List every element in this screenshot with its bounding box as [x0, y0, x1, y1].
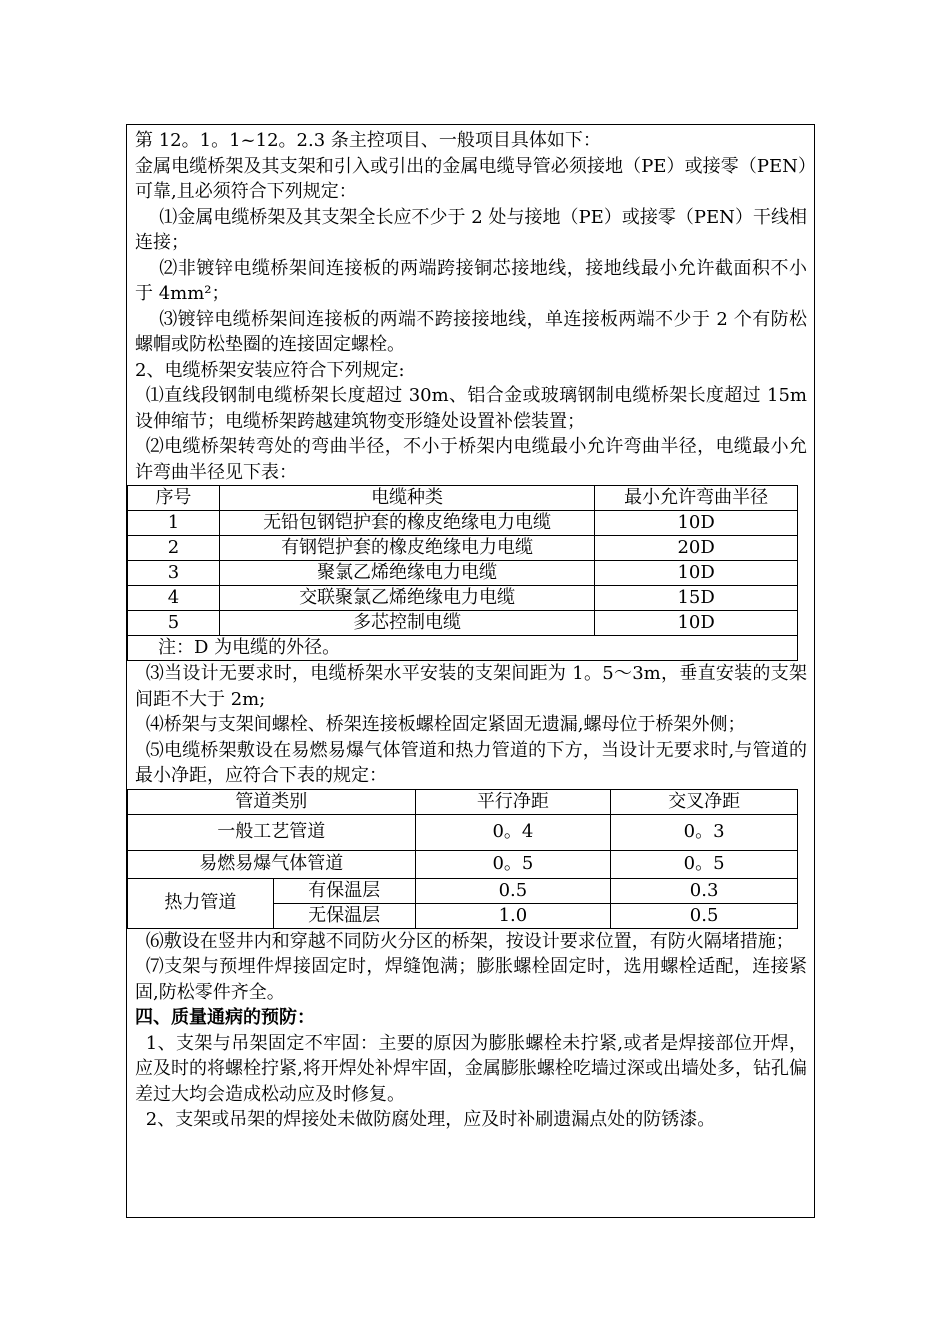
- paragraph-intro: 第 12。1。1~12。2.3 条主控项目、一般项目具体如下：: [135, 130, 601, 151]
- paragraph-fire-barrier: ⑹敷设在竖井内和穿越不同防火分区的桥架，按设计要求位置，有防火隔堵措施；: [145, 930, 794, 952]
- table-row: [128, 586, 798, 611]
- table-row: [128, 850, 798, 878]
- table-cell: 5: [128, 611, 220, 636]
- document-content: [135, 128, 807, 1133]
- table-cell: 4: [128, 586, 220, 611]
- header-cell: 交叉净距: [611, 789, 798, 814]
- table-cell: 1: [128, 511, 220, 536]
- table-cell: 0.5: [611, 903, 798, 928]
- table-row: [128, 814, 798, 850]
- table-cell: 3: [128, 561, 220, 586]
- table-cell: 无铅包钢铠护套的橡皮绝缘电力电缆: [219, 511, 594, 536]
- table-cell: 多芯控制电缆: [219, 611, 594, 636]
- paragraph-welding: ⑺支架与预埋件焊接固定时，焊缝饱满；膨胀螺栓固定时，选用螺栓适配，连接紧固,防松零件齐全。: [135, 956, 807, 1003]
- document-frame: [126, 124, 815, 1218]
- paragraph-item-3: ⑶镀锌电缆桥架间连接板的两端不跨接接地线，单连接板两端不少于 2 个有防松螺帽或防松垫圈的连接固定螺栓。: [135, 308, 807, 355]
- table-row: [128, 511, 798, 536]
- paragraph-item-1: ⑴金属电缆桥架及其支架全长应不少于 2 处与接地（PE）或接零（PEN）干线相连接；: [135, 206, 807, 253]
- table-row: [128, 878, 798, 903]
- table-cell: 无保温层: [273, 903, 415, 928]
- table-cell: 聚氯乙烯绝缘电力电缆: [219, 561, 594, 586]
- table-cell: 0.3: [611, 878, 798, 903]
- header-cell: 电缆种类: [219, 486, 594, 511]
- header-cell: 平行净距: [415, 789, 611, 814]
- table-cell: 一般工艺管道: [128, 814, 416, 850]
- table-cell: 有钢铠护套的橡皮绝缘电力电缆: [219, 536, 594, 561]
- table-note-row: [128, 636, 798, 661]
- table-cell: 0。4: [415, 814, 611, 850]
- table-cell: 0。3: [611, 814, 798, 850]
- header-cell: 最小允许弯曲半径: [595, 486, 798, 511]
- table-cell: 0。5: [611, 850, 798, 878]
- paragraph-bend-radius: ⑵电缆桥架转弯处的弯曲半径，不小于桥架内电缆最小允许弯曲半径，电缆最小允许弯曲半径见下表：: [135, 436, 807, 483]
- table-cell: 易燃易爆气体管道: [128, 850, 416, 878]
- section-heading-quality: 四、质量通病的预防：: [135, 1007, 315, 1028]
- paragraph-grounding-rule: 金属电缆桥架及其支架和引入或引出的金属电缆导管必须接地（PE）或接零（PEN）可靠,且必须符合下列规定：: [135, 155, 807, 202]
- table-cell: 20D: [595, 536, 798, 561]
- paragraph-clearance: ⑸电缆桥架敷设在易燃易爆气体管道和热力管道的下方，当设计无要求时,与管道的最小净距，应符合下表的规定：: [135, 739, 807, 786]
- clearance-table: [127, 789, 798, 929]
- paragraph-item-2: ⑵非镀锌电缆桥架间连接板的两端跨接铜芯接地线，接地线最小允许截面积不小于 4mm²；: [135, 257, 807, 304]
- table-cell: 2: [128, 536, 220, 561]
- paragraph-expansion-joint: ⑴直线段钢制电缆桥架长度超过 30m、铝合金或玻璃钢制电缆桥架长度超过 15m 设伸缩节；电缆桥架跨越建筑物变形缝处设置补偿装置；: [135, 385, 807, 432]
- table-cell: 0.5: [415, 878, 611, 903]
- bend-radius-table: [127, 485, 798, 661]
- header-cell: 管道类别: [128, 789, 416, 814]
- paragraph-prevention-2: 2、支架或吊架的焊接处未做防腐处理，应及时补刷遗漏点处的防锈漆。: [145, 1109, 716, 1130]
- table-cell: 0。5: [415, 850, 611, 878]
- table-header-row: [128, 486, 798, 511]
- table-cell: 10D: [595, 511, 798, 536]
- header-cell: 序号: [128, 486, 220, 511]
- table-row: [128, 536, 798, 561]
- table-cell: 有保温层: [273, 878, 415, 903]
- table-note: 注：D 为电缆的外径。: [128, 636, 798, 661]
- table-cell: 1.0: [415, 903, 611, 928]
- table-cell: 10D: [595, 561, 798, 586]
- paragraph-support-spacing: ⑶当设计无要求时，电缆桥架水平安装的支架间距为 1。5～3m，垂直安装的支架间距不大于 2m;: [135, 663, 807, 710]
- paragraph-prevention-1: 1、支架与吊架固定不牢固：主要的原因为膨胀螺栓未拧紧,或者是焊接部位开焊，应及时的将螺栓拧紧,将开焊处补焊牢固，金属膨胀螺栓吃墙过深或出墙处多，钻孔偏差过大均会造成松动应及时修复。: [135, 1032, 807, 1105]
- table-cell: 15D: [595, 586, 798, 611]
- table-header-row: [128, 789, 798, 814]
- paragraph-section-2: 2、电缆桥架安装应符合下列规定:: [135, 359, 405, 381]
- table-row: [128, 561, 798, 586]
- table-group-cell: 热力管道: [128, 878, 274, 928]
- table-cell: 交联聚氯乙烯绝缘电力电缆: [219, 586, 594, 611]
- table-cell: 10D: [595, 611, 798, 636]
- paragraph-bolts: ⑷桥架与支架间螺栓、桥架连接板螺栓固定紧固无遗漏,螺母位于桥架外侧；: [145, 714, 746, 735]
- table-row: [128, 611, 798, 636]
